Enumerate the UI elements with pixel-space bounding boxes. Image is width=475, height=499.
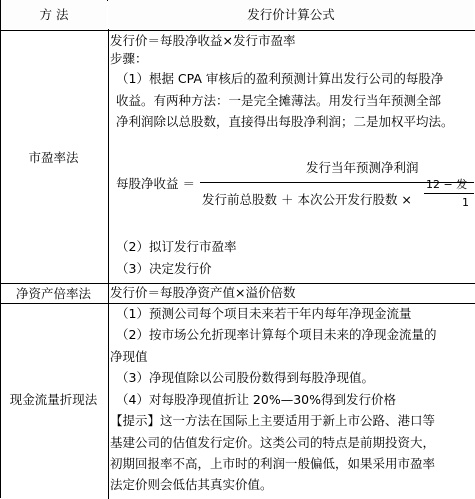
dcf-tip-line: 初期回报率不高，上市时的利润一般偏低，如果采用市盈率 <box>110 456 436 471</box>
formula-lhs: 每股净收益 ＝ <box>116 176 195 191</box>
eps-formula <box>110 155 474 215</box>
pb-formula-text: 发行价＝每股净资产值×溢价倍数 <box>110 285 296 300</box>
formula-denominator: 发行前总股数 ＋ 本次公开发行股数 × <box>202 192 412 207</box>
dcf-line: （1）预测公司每个项目未来若干年内每年净现金流量 <box>116 306 412 321</box>
row-divider <box>1 303 475 304</box>
pe-step2: （2）拟订发行市盈率 <box>116 239 237 254</box>
dcf-line: （3）净现值除以公司股份数得到每股净现值。 <box>116 370 374 385</box>
pe-steps-heading: 步骤： <box>110 51 148 66</box>
pe-formula-text: 发行价＝每股净收益×发行市盈率 <box>110 33 296 48</box>
dcf-tip-line: 基建公司的估值发行定价。这类公司的特点是前期投资大， <box>110 435 436 450</box>
header-method: 方 法 <box>1 0 107 29</box>
pe-step1-line: 收益。有两种方法：一是完全摊薄法。用发行当年预测全部 <box>116 93 442 108</box>
pe-step3: （3）决定发行价 <box>116 261 212 276</box>
row-divider <box>1 30 475 31</box>
dcf-tip-line: 【提示】这一方法在国际上主要适用于新上市公路、港口等 <box>110 413 436 428</box>
sub-fraction-bar <box>424 193 474 194</box>
dcf-tip-line: 法定价则会低估其真实价值。 <box>110 477 273 492</box>
method-label-dcf: 现金流量折现法 <box>9 392 98 407</box>
pe-step1-line: （1）根据 CPA 审核后的盈利预测计算出发行公司的每股净 <box>116 71 444 86</box>
pe-step1-line: 净利润除以总股数，直接得出每股净利润；二是加权平均法。 <box>116 114 454 129</box>
method-label-pb: 净资产倍率法 <box>15 286 91 301</box>
header-formula: 发行价计算公式 <box>108 0 474 29</box>
dcf-line: （2）按市场公允折现率计算每个项目未来的净现金流量的 <box>116 327 437 342</box>
method-label-pe: 市盈率法 <box>28 150 79 165</box>
formula-numerator: 发行当年预测净利润 <box>306 160 419 175</box>
sub-fraction-numerator: 12 − 发 <box>426 178 468 191</box>
dcf-line: （4）对每股净现值折让 20%—30%得到发行价格 <box>116 392 396 407</box>
column-divider <box>108 1 109 499</box>
sub-fraction-denominator: 1 <box>462 196 469 209</box>
dcf-line: 净现值 <box>110 349 148 364</box>
